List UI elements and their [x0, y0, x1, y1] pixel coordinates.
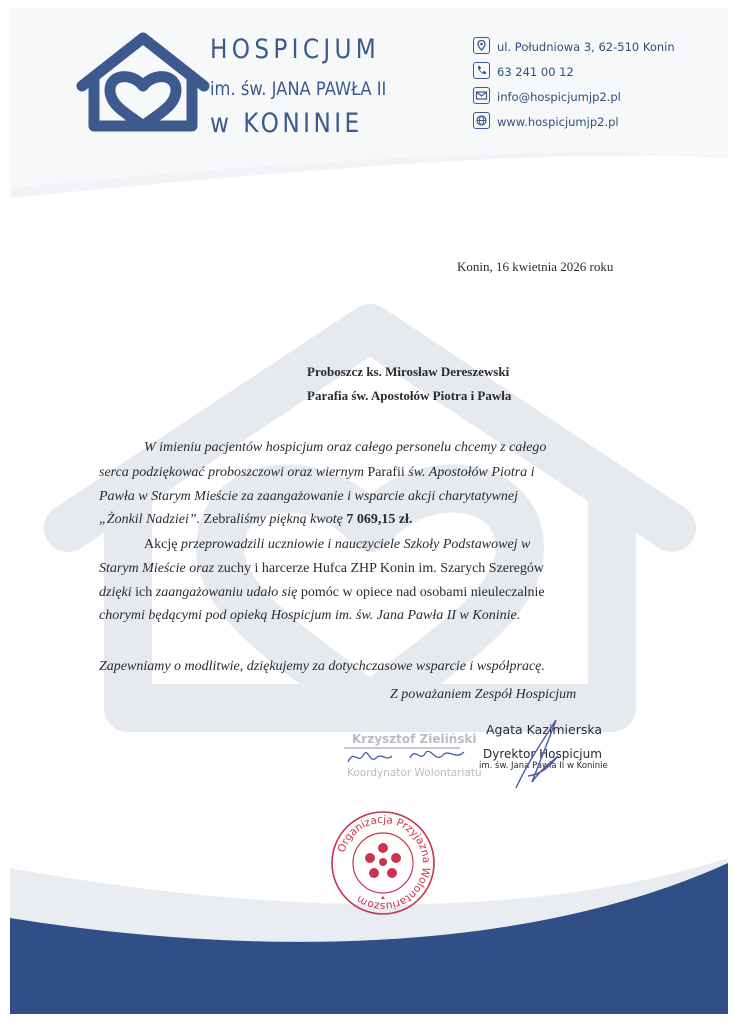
regards-line: Z poważaniem Zespół Hospicjum	[390, 687, 577, 702]
volunteer-organization-stamp	[328, 808, 438, 918]
p2-l3a: dzięki	[99, 585, 132, 600]
org-name-line2: im. św. JANA PAWŁA II	[210, 78, 387, 100]
phone-icon	[473, 62, 490, 79]
p2-l2a: Starym Mieście oraz	[99, 561, 218, 576]
org-name-line3: w KONINIE	[210, 108, 363, 139]
paragraph-2-line-3	[99, 585, 545, 601]
p1-l4a: „Żonkil Nadziei”.	[99, 512, 204, 527]
left-handwritten-signature	[340, 740, 480, 772]
left-signer-role: Koordynator Wolontariatu	[347, 767, 482, 779]
globe-icon	[473, 112, 490, 129]
right-signer-name: Agata Kazimierska	[486, 722, 603, 737]
p1-l4c: liśmy piękną kwotę	[236, 512, 347, 527]
p1-l2a: serca podziękować proboszczowi oraz wiernym	[99, 465, 368, 480]
letter-page	[10, 8, 728, 1014]
website-link[interactable]: www.hospicjumjp2.pl	[497, 115, 619, 129]
closing-line: Zapewniamy o modlitwie, dziękujemy za dotychczasowe wsparcie i współpracę.	[99, 659, 545, 674]
right-signer-organization: im. św. Jana Pawła II w Koninie	[479, 761, 608, 771]
location-pin-icon	[473, 37, 490, 54]
p1-l2b: Parafii	[367, 465, 405, 480]
stamp-flower-icon	[365, 843, 401, 878]
paragraph-1-line-1: W imieniu pacjentów hospicjum oraz całego personelu chcemy z całego	[144, 440, 547, 455]
right-signer-role: Dyrektor Hospicjum	[483, 747, 602, 761]
p2-l3d: pomóc w opiece nad osobami nieuleczalnie	[297, 585, 545, 600]
phone-text: 63 241 00 12	[497, 65, 574, 79]
p2-l3b: ich	[131, 585, 156, 600]
addressee-name: Proboszcz ks. Mirosław Dereszewski	[307, 364, 510, 379]
p2-l2b: zuchy i harcerze Hufca ZHP Konin im. Szarych Szeregów	[217, 561, 545, 576]
p2-l1b: przeprowadzili uczniowie i nauczyciele Szkoły Podstawowej w	[177, 537, 531, 552]
org-name-line1: HOSPICJUM	[210, 34, 381, 65]
p1-l4b: Zebra	[203, 512, 237, 527]
paragraph-2-line-2	[99, 561, 544, 577]
paragraph-2-line-1	[144, 537, 530, 553]
email-link[interactable]: info@hospicjumjp2.pl	[497, 90, 621, 104]
letter-date: Konin, 16 kwietnia 2026 roku	[457, 259, 614, 274]
addressee-parish: Parafia św. Apostołów Piotra i Pawła	[307, 388, 512, 403]
donation-amount: 7 069,15 zł.	[346, 512, 413, 527]
p2-l1a: Akcję	[144, 537, 178, 552]
p1-l2c: św. Apostołów Piotra i	[404, 465, 535, 480]
paragraph-1-line-2	[99, 465, 535, 481]
left-signer-name: Krzysztof Zieliński	[352, 732, 477, 746]
right-handwritten-signature	[498, 712, 578, 792]
p2-l3c: zaangażowaniu udało się	[155, 585, 298, 600]
paragraph-2-line-4: chorymi będącymi pod opieką Hospicjum im. św. Jana Pawła II w Koninie.	[99, 608, 521, 623]
paragraph-1-line-3: Pawła w Starym Mieście za zaangażowanie i wsparcie akcji charytatywnej	[99, 489, 519, 504]
address-text: ul. Południowa 3, 62-510 Konin	[497, 40, 675, 54]
envelope-icon	[473, 87, 490, 104]
stamp-text: Organizacja Przyjazna Wolontariuszom	[335, 813, 433, 913]
paragraph-1-line-4	[99, 512, 412, 528]
